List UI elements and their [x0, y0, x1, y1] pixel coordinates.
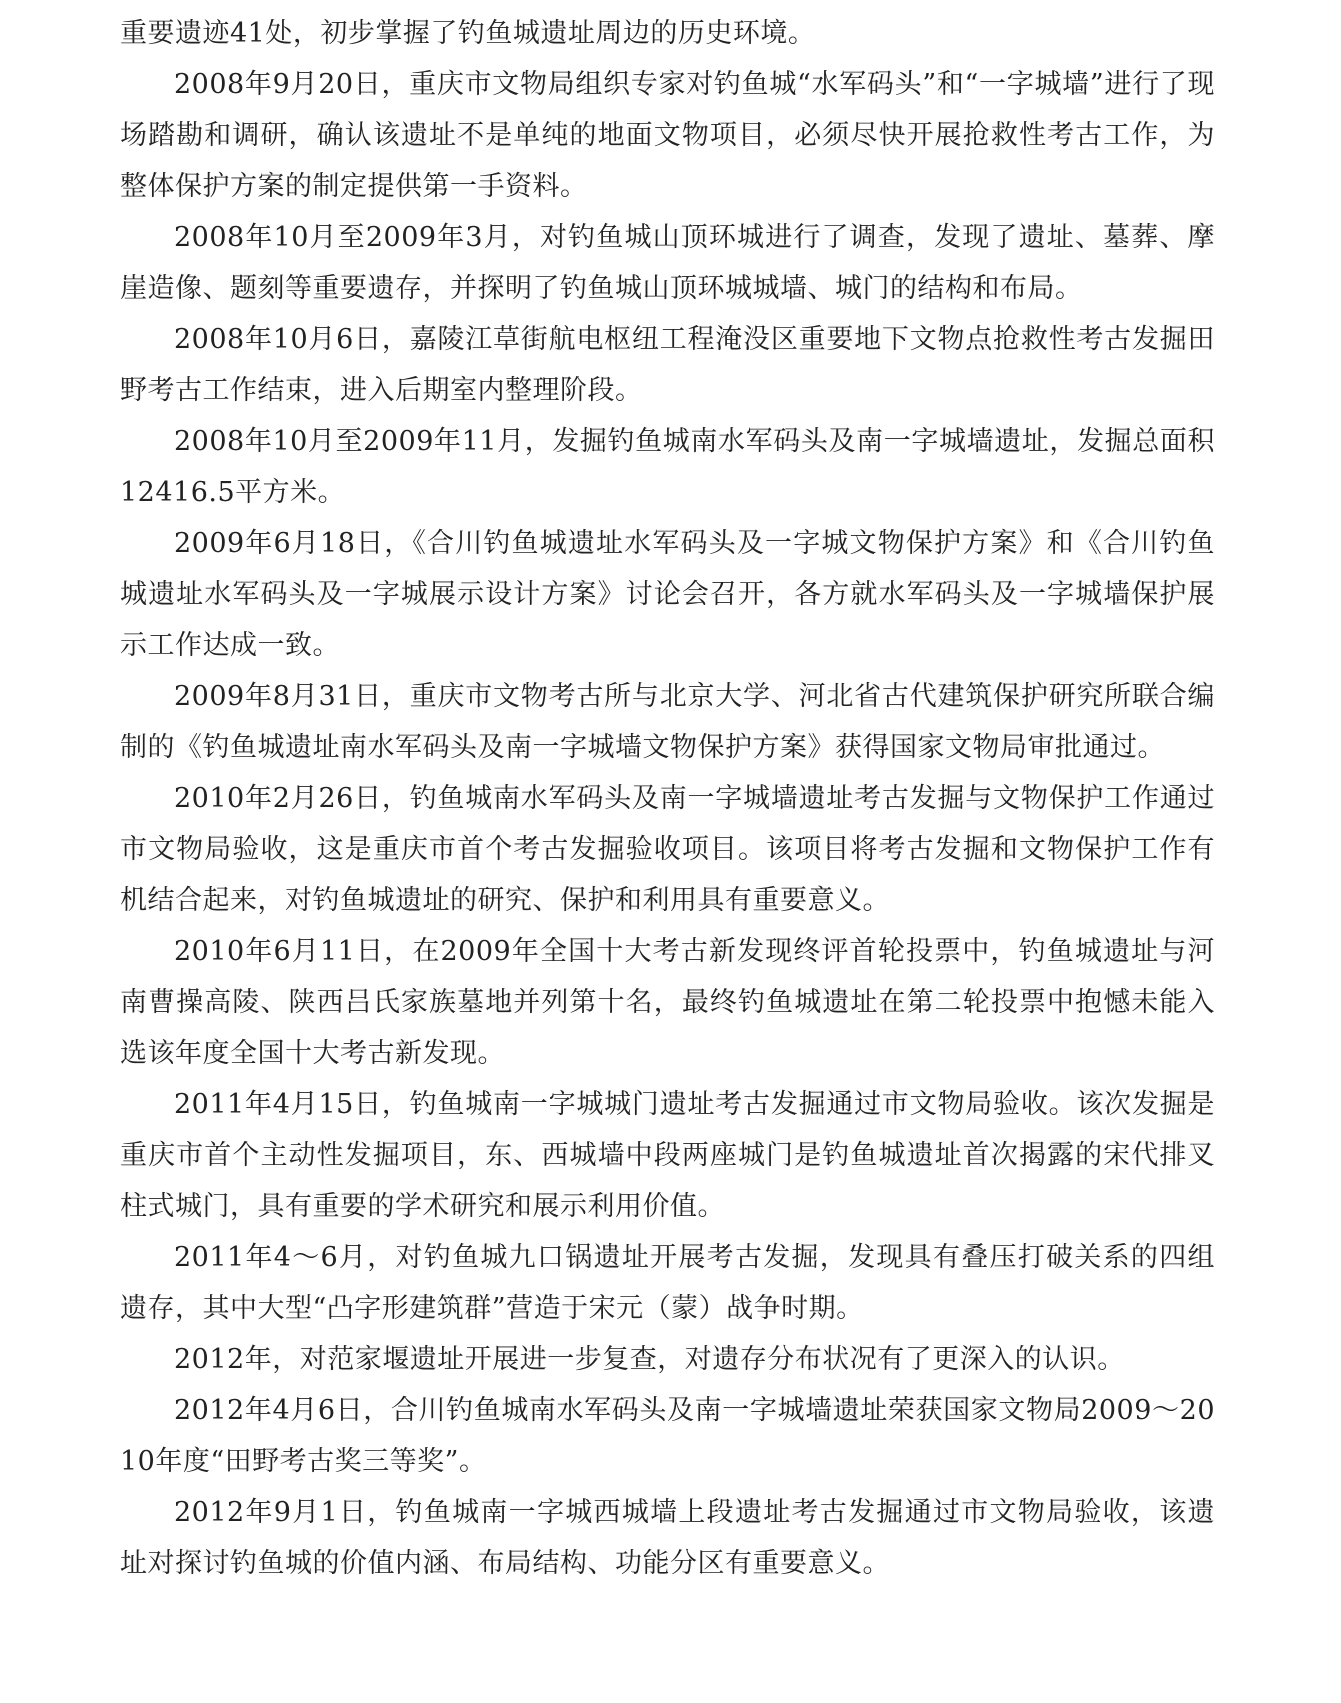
paragraph-2008-10-to-2009-03: 2008年10月至2009年3月，对钓鱼城山顶环城进行了调查，发现了遗址、墓葬、摩崖造像、题刻等重要遗存，并探明了钓鱼城山顶环城城墙、城门的结构和布局。 [120, 222, 1215, 304]
document-body [120, 8, 1215, 1589]
paragraph-continuation: 重要遗迹41处，初步掌握了钓鱼城遗址周边的历史环境。 [120, 18, 816, 49]
paragraph-2008-10-to-2009-11: 2008年10月至2009年11月，发掘钓鱼城南水军码头及南一字城墙遗址，发掘总面积12416.5平方米。 [120, 426, 1215, 508]
paragraph-2011-04-15: 2011年4月15日，钓鱼城南一字城城门遗址考古发掘通过市文物局验收。该次发掘是重庆市首个主动性发掘项目，东、西城墙中段两座城门是钓鱼城遗址首次揭露的宋代排叉柱式城门，具有重要的学术研究和展示利用价值。 [120, 1089, 1215, 1222]
paragraph-2011-04-to-06: 2011年4～6月，对钓鱼城九口锅遗址开展考古发掘，发现具有叠压打破关系的四组遗存，其中大型“凸字形建筑群”营造于宋元（蒙）战争时期。 [120, 1242, 1215, 1324]
paragraph-2008-09-20: 2008年9月20日，重庆市文物局组织专家对钓鱼城“水军码头”和“一字城墙”进行了现场踏勘和调研，确认该遗址不是单纯的地面文物项目，必须尽快开展抢救性考古工作，为整体保护方案的制定提供第一手资料。 [120, 69, 1215, 202]
paragraph-2009-06-18: 2009年6月18日，《合川钓鱼城遗址水军码头及一字城文物保护方案》和《合川钓鱼城遗址水军码头及一字城展示设计方案》讨论会召开，各方就水军码头及一字城墙保护展示工作达成一致。 [120, 528, 1215, 661]
paragraph-2012-04-06: 2012年4月6日，合川钓鱼城南水军码头及南一字城墙遗址荣获国家文物局2009～2010年度“田野考古奖三等奖”。 [120, 1395, 1215, 1477]
paragraph-2009-08-31: 2009年8月31日，重庆市文物考古所与北京大学、河北省古代建筑保护研究所联合编制的《钓鱼城遗址南水军码头及南一字城墙文物保护方案》获得国家文物局审批通过。 [120, 681, 1215, 763]
paragraph-2010-06-11: 2010年6月11日，在2009年全国十大考古新发现终评首轮投票中，钓鱼城遗址与河南曹操高陵、陕西吕氏家族墓地并列第十名，最终钓鱼城遗址在第二轮投票中抱憾未能入选该年度全国十大考古新发现。 [120, 936, 1215, 1069]
paragraph-2012: 2012年，对范家堰遗址开展进一步复查，对遗存分布状况有了更深入的认识。 [174, 1344, 1125, 1375]
paragraph-2008-10-06: 2008年10月6日，嘉陵江草街航电枢纽工程淹没区重要地下文物点抢救性考古发掘田野考古工作结束，进入后期室内整理阶段。 [120, 324, 1215, 406]
paragraph-2010-02-26: 2010年2月26日，钓鱼城南水军码头及南一字城墙遗址考古发掘与文物保护工作通过市文物局验收，这是重庆市首个考古发掘验收项目。该项目将考古发掘和文物保护工作有机结合起来，对钓鱼城遗址的研究、保护和利用具有重要意义。 [120, 783, 1215, 916]
paragraph-2012-09-01: 2012年9月1日，钓鱼城南一字城西城墙上段遗址考古发掘通过市文物局验收，该遗址对探讨钓鱼城的价值内涵、布局结构、功能分区有重要意义。 [120, 1497, 1215, 1579]
